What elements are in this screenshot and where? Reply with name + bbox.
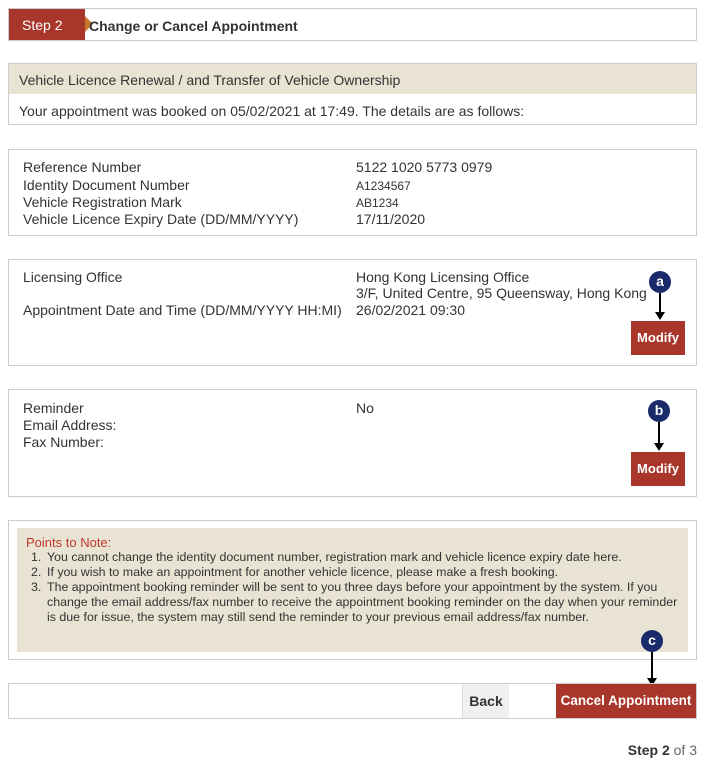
modify-reminder-button[interactable]: Modify <box>631 452 685 486</box>
step-progress-total: of 3 <box>673 742 697 758</box>
appointment-datetime-value: 26/02/2021 09:30 <box>356 302 465 318</box>
callout-a-arrow-head <box>655 312 665 320</box>
points-to-note-heading: Points to Note: <box>26 535 112 550</box>
page-title: Change or Cancel Appointment <box>89 18 298 34</box>
vehicle-details-section <box>8 149 697 236</box>
identity-document-value: A1234567 <box>356 179 411 193</box>
points-to-note-list <box>31 550 683 625</box>
step-header <box>8 8 697 41</box>
licensing-office-name: Hong Kong Licensing Office <box>356 269 530 285</box>
reminder-section <box>8 389 697 497</box>
callout-b-arrow-head <box>654 443 664 451</box>
appointment-office-section <box>8 259 697 366</box>
booking-info-text: Your appointment was booked on 05/02/2021 at 17:49. The details are as follows: <box>19 103 525 119</box>
reminder-value: No <box>356 400 374 416</box>
note-text: If you wish to make an appointment for another vehicle licence, please make a fresh booking. <box>47 565 559 579</box>
callout-b-marker: b <box>648 400 670 422</box>
licensing-office-label: Licensing Office <box>23 269 123 285</box>
appointment-datetime-label: Appointment Date and Time (DD/MM/YYYY HH:MI) <box>23 302 342 318</box>
list-item: 2. If you wish to make an appointment for another vehicle licence, please make a fresh booking. <box>31 565 559 579</box>
registration-mark-value: AB1234 <box>356 196 399 210</box>
step-indicator-label: Step 2 <box>22 17 63 33</box>
reference-number-label: Reference Number <box>23 159 142 175</box>
reminder-label: Reminder <box>23 400 84 416</box>
back-button[interactable]: Back <box>462 684 509 718</box>
licence-expiry-label: Vehicle Licence Expiry Date (DD/MM/YYYY) <box>23 211 299 227</box>
step-progress <box>628 742 697 758</box>
note-text: You cannot change the identity document number, registration mark and vehicle licence expiry date here. <box>47 550 622 564</box>
note-text: The appointment booking reminder will be sent to you three days before your appointment by the system. If you change the email address/fax number to receive the appointment booking reminder on the day when your reminder is due for issue, the system may still send the reminder to your previous email address/fax number. <box>47 580 678 624</box>
step-indicator <box>9 9 85 40</box>
callout-c-arrow <box>651 652 653 679</box>
licence-expiry-value: 17/11/2020 <box>356 211 426 227</box>
service-title-bar <box>9 64 696 94</box>
cancel-appointment-button[interactable]: Cancel Appointment <box>556 684 696 718</box>
step-progress-current: Step 2 <box>627 742 670 758</box>
fax-number-label: Fax Number: <box>23 434 104 450</box>
action-bar <box>8 683 697 719</box>
callout-a-marker: a <box>649 271 671 293</box>
callout-b-arrow <box>658 422 660 444</box>
points-to-note-panel <box>17 528 688 652</box>
reference-number-value: 5122 1020 5773 0979 <box>356 159 493 175</box>
licensing-office-address: 3/F, United Centre, 95 Queensway, Hong Kong <box>356 285 647 301</box>
registration-mark-label: Vehicle Registration Mark <box>23 194 182 210</box>
list-item: 3. The appointment booking reminder will be sent to you three days before your appointment by the system. If you change the email address/fax number to receive the appointment booking reminder on the day when your reminder is due for issue, the system may still send the reminder to your previous email address/fax number. <box>31 580 678 624</box>
callout-c-marker: c <box>641 630 663 652</box>
appointment-intro <box>8 63 697 125</box>
modify-appointment-button[interactable]: Modify <box>631 321 685 355</box>
points-to-note-section <box>8 520 697 660</box>
callout-a-arrow <box>659 293 661 313</box>
identity-document-label: Identity Document Number <box>23 177 190 193</box>
service-title: Vehicle Licence Renewal / and Transfer of Vehicle Ownership <box>19 72 401 88</box>
list-item: 1. You cannot change the identity document number, registration mark and vehicle licence expiry date here. <box>31 550 622 564</box>
email-address-label: Email Address: <box>23 417 117 433</box>
